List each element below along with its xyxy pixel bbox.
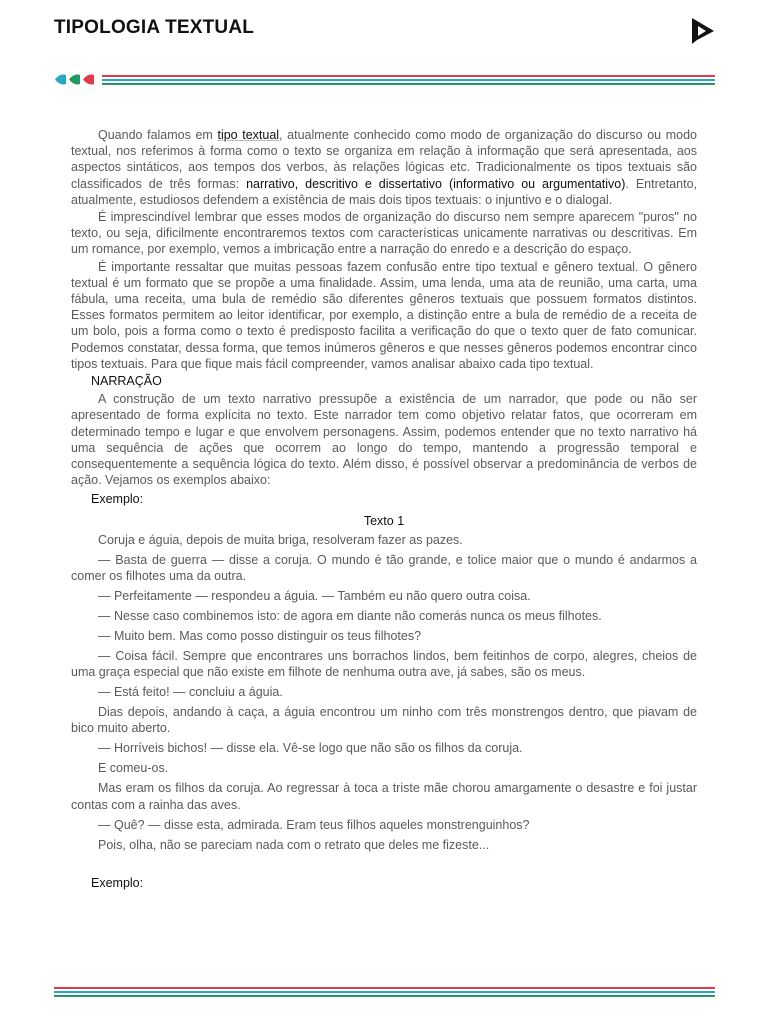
story-line: — Basta de guerra — disse a coruja. O mundo é tão grande, e tolice maior que o mundo é andarmos a comer os filhotes uma da outra.: [71, 552, 697, 584]
text-title: Texto 1: [363, 513, 405, 528]
story-line: Coruja e águia, depois de muita briga, resolveram fazer as pazes.: [98, 532, 463, 547]
paragraph-2: É imprescindível lembrar que esses modos de organização do discurso nem sempre aparecem "puros" no texto, ou seja, dificilmente encontraremos textos com características unicamente narrativas ou descritivas. Em um romance, por exemplo, vemos a imbricação entre a narração do enredo e a descrição do espaço.: [71, 210, 697, 257]
header-decoration: [54, 71, 715, 89]
header-stripes: [102, 75, 715, 88]
story-line: — Muito bem. Mas como posso distinguir os teus filhotes?: [98, 629, 422, 644]
story-line: — Quê? — disse esta, admirada. Eram teus filhos aqueles monstrenguinhos?: [98, 817, 530, 832]
example-label-2: Exemplo:: [91, 875, 144, 890]
story-text: [71, 532, 697, 853]
section-heading-narracao: NARRAÇÃO: [91, 374, 162, 389]
keyword-types: narrativo, descritivo e dissertativo (informativo ou argumentativo): [246, 176, 626, 191]
story-line: — Horríveis bichos! — disse ela. Vê-se logo que não são os filhos da coruja.: [98, 741, 523, 756]
paragraph-3: É importante ressaltar que muitas pessoas fazem confusão entre tipo textual e gênero textual. O gênero textual é um formato que se propõe a uma finalidade. Assim, uma lenda, uma ata de reunião, uma carta, uma fábula, uma receita, uma bula de remédio são diferentes gêneros textuais que possuem formatos distintos. Esses formatos permitem ao leitor identificar, por exemplo, a distinção entre a bula de remédio de a receita de um bolo, pois a forma como o texto é predisposto facilita a verificação do que o texto quer de fato comunicar. Podemos constatar, dessa forma, que temos inúmeros gêneros e que nesses gêneros podemos encontrar cinco tipos textuais. Para que fique mais fácil compreender, vamos analisar abaixo cada tipo textual.: [71, 259, 697, 371]
paragraph-intro: Quando falamos em tipo textual, atualmente conhecido como modo de organização do discurso ou modo textual, nos referimos à forma como o texto se organiza em relação à informação que será apresentada, aos aspectos sintáticos, aos tempos dos verbos, às relações lógicas etc. Tradicionalmente os tipos textuais são classificados de três formas: narrativo, descritivo e dissertativo (informativo ou argumentativo). Entretanto, atualmente, estudiosos defendem a existência de mais dois tipos textuais: o injuntivo e o dialogal.: [71, 128, 697, 207]
play-chat-logo-icon: [688, 16, 718, 46]
keyword-tipo-textual: tipo textual: [217, 128, 280, 142]
story-line: — Coisa fácil. Sempre que encontrares uns borrachos lindos, bem feitinhos de corpo, alegres, cheios de uma graça especial que não existe em filhote de nenhuma outra ave, já sabes, são os meus.: [71, 649, 697, 680]
story-line: Pois, olha, não se pareciam nada com o retrato que deles me fizeste...: [98, 837, 490, 852]
page-title: TIPOLOGIA TEXTUAL: [54, 17, 255, 38]
story-line: — Está feito! — concluiu a águia.: [98, 685, 283, 700]
example-label: Exemplo:: [91, 492, 144, 507]
story-line: — Perfeitamente — respondeu a águia. — Também eu não quero outra coisa.: [98, 589, 531, 604]
red-leaf-icon: [82, 73, 95, 86]
paragraph-4: A construção de um texto narrativo pressupõe a existência de um narrador, que pode ou não ser apresentado de forma explícita no texto. Este narrador tem como objetivo relatar fatos, que ocorreram em determinado tempo e lugar e que envolvem personagens. Assim, podemos entender que no texto narrativo há uma sequência de ações que ocorrem ao longo do tempo, mantendo a progressão temporal e consequentemente a sequência lógica do texto. Além disso, é possível observar a predominância de verbos de ação. Vejamos os exemplos abaixo:: [71, 392, 697, 488]
footer-stripes: [54, 987, 715, 1000]
story-line: Dias depois, andando à caça, a águia encontrou um ninho com três monstrengos dentro, que piavam de bico muito aberto.: [71, 705, 697, 736]
blue-leaf-icon: [54, 73, 67, 86]
story-line: — Nesse caso combinemos isto: de agora em diante não comerás nunca os meus filhotes.: [98, 609, 602, 624]
green-leaf-icon: [68, 73, 81, 86]
story-line: Mas eram os filhos da coruja. Ao regressar à toca a triste mãe chorou amargamente o desastre e foi justar contas com a rainha das aves.: [71, 781, 697, 812]
story-line: E comeu-os.: [98, 761, 169, 776]
document-body: [71, 127, 697, 896]
